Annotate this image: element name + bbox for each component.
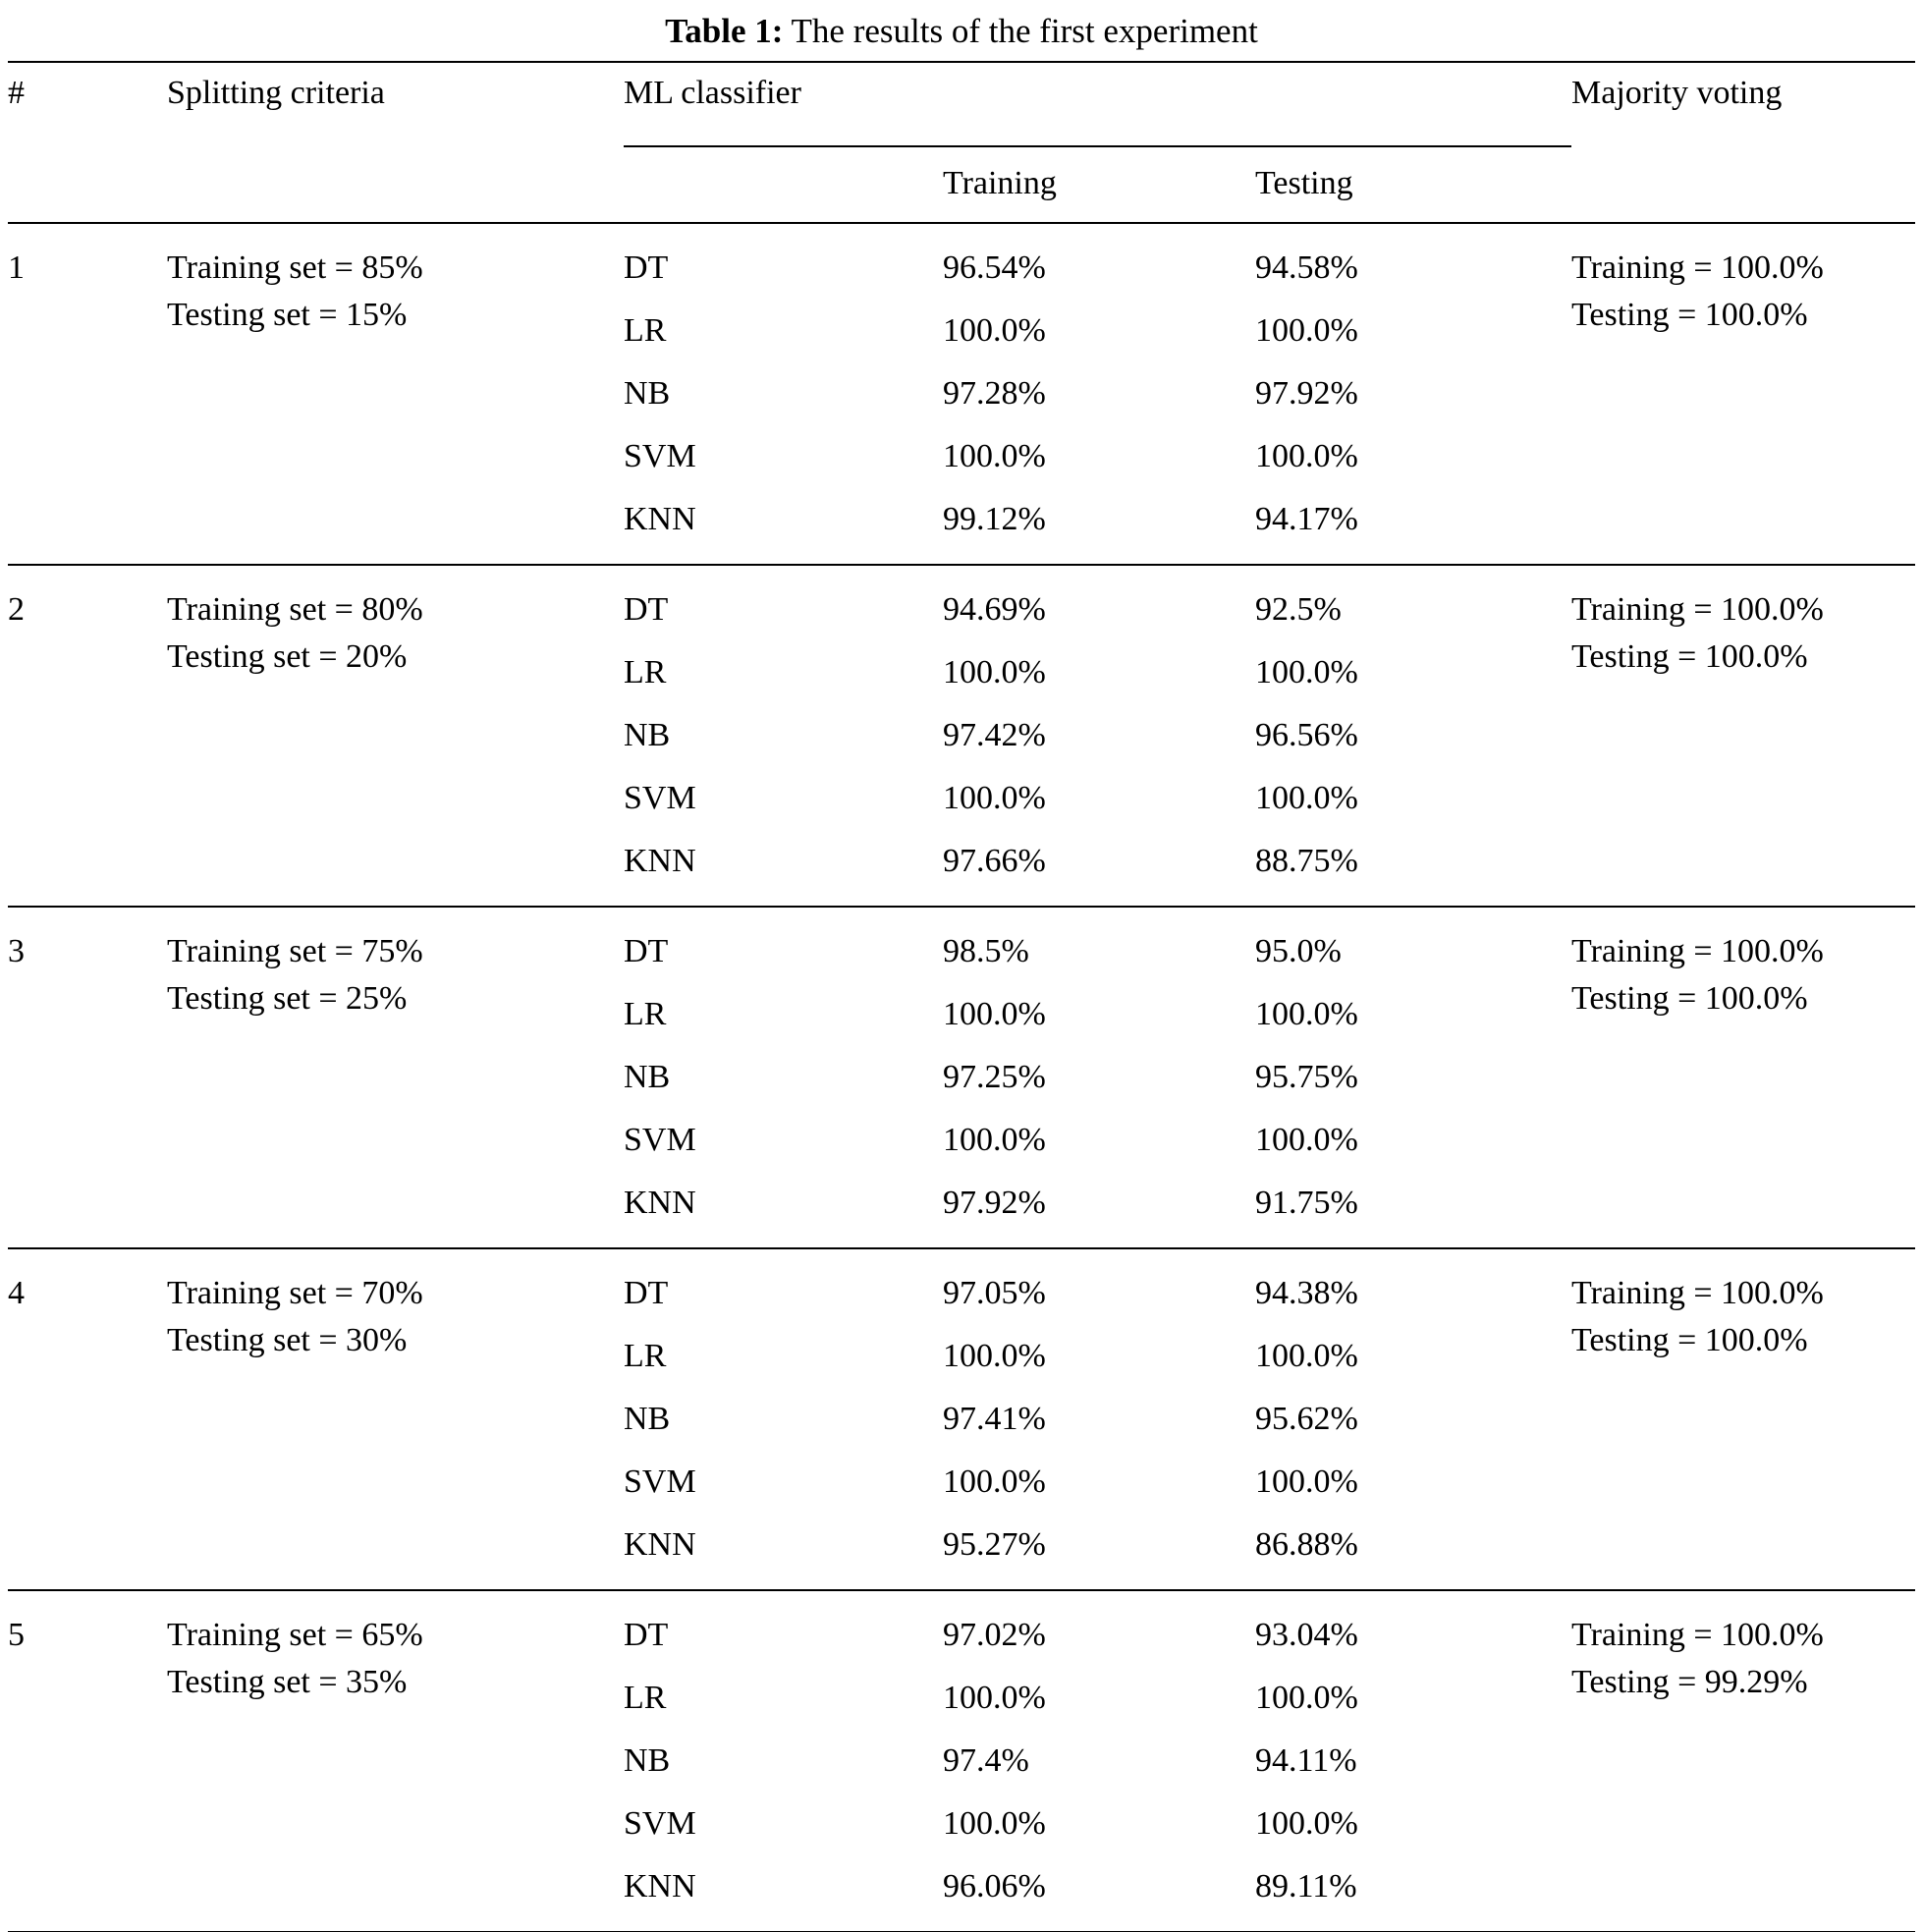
row-number: 4: [8, 1275, 25, 1311]
classifier-name: SVM: [624, 1805, 696, 1842]
training-value: 97.92%: [943, 1185, 1046, 1221]
header-spacer: [8, 165, 167, 202]
col-header-testing: Testing: [1255, 165, 1353, 201]
testing-value: 100.0%: [1255, 780, 1358, 816]
table-header-row-sub: [8, 147, 1915, 222]
majority-testing-line: Testing = 100.0%: [1571, 980, 1808, 1017]
row-number: 2: [8, 591, 25, 628]
table-caption: [8, 0, 1915, 61]
training-value: 94.69%: [943, 591, 1046, 628]
testing-value: 100.0%: [1255, 438, 1358, 474]
classifier-name-column: [624, 237, 943, 551]
splitting-criteria-cell: [167, 579, 624, 893]
testing-value: 94.38%: [1255, 1275, 1358, 1311]
training-value: 99.12%: [943, 501, 1046, 537]
row-number: 1: [8, 249, 25, 286]
training-value: 97.02%: [943, 1617, 1046, 1653]
splitting-criteria-cell: [167, 920, 624, 1235]
majority-voting-cell: [1571, 1262, 1915, 1576]
training-value: 100.0%: [943, 1680, 1046, 1716]
classifier-name: NB: [624, 1401, 671, 1437]
testing-set-line: Testing set = 15%: [167, 297, 408, 333]
classifier-name: SVM: [624, 1122, 696, 1158]
training-value: 96.54%: [943, 249, 1046, 286]
testing-value: 100.0%: [1255, 1338, 1358, 1374]
classifier-name: NB: [624, 1742, 671, 1779]
classifier-name-column: [624, 920, 943, 1235]
majority-voting-cell: [1571, 920, 1915, 1235]
splitting-criteria-cell: [167, 237, 624, 551]
ml-classifier-label: ML classifier: [624, 75, 801, 111]
table-caption-label: Table 1:: [665, 12, 784, 50]
classifier-name: KNN: [624, 501, 696, 537]
classifier-name: SVM: [624, 438, 696, 474]
majority-training-line: Training = 100.0%: [1571, 591, 1824, 628]
testing-set-line: Testing set = 30%: [167, 1322, 408, 1358]
training-value: 100.0%: [943, 1805, 1046, 1842]
header-spacer: [167, 165, 624, 202]
row-number: 5: [8, 1617, 25, 1653]
testing-value-column: [1255, 237, 1571, 551]
testing-value: 100.0%: [1255, 996, 1358, 1032]
majority-training-line: Training = 100.0%: [1571, 1275, 1824, 1311]
classifier-name: KNN: [624, 1868, 696, 1904]
header-spacer: [624, 165, 943, 202]
training-value-column: [943, 237, 1255, 551]
row-number: 3: [8, 933, 25, 969]
majority-testing-line: Testing = 100.0%: [1571, 1322, 1808, 1358]
testing-value-column: [1255, 1604, 1571, 1918]
training-value: 100.0%: [943, 780, 1046, 816]
testing-value: 100.0%: [1255, 1122, 1358, 1158]
testing-value: 100.0%: [1255, 312, 1358, 349]
table-row-group: [8, 1589, 1915, 1931]
training-value: 100.0%: [943, 312, 1046, 349]
testing-value-column: [1255, 1262, 1571, 1576]
splitting-criteria-cell: [167, 1604, 624, 1918]
classifier-name: KNN: [624, 1185, 696, 1221]
training-value: 97.05%: [943, 1275, 1046, 1311]
majority-voting-cell: [1571, 1604, 1915, 1918]
training-value: 100.0%: [943, 438, 1046, 474]
training-value-column: [943, 1604, 1255, 1918]
splitting-criteria-cell: [167, 1262, 624, 1576]
training-value-column: [943, 920, 1255, 1235]
table-row-group: [8, 1247, 1915, 1589]
header-spacer: [1571, 165, 1915, 202]
testing-value: 89.11%: [1255, 1868, 1357, 1904]
testing-value: 86.88%: [1255, 1526, 1358, 1563]
table-row-group: [8, 564, 1915, 906]
classifier-name: NB: [624, 1059, 671, 1095]
classifier-name-column: [624, 579, 943, 893]
classifier-name: DT: [624, 249, 669, 286]
testing-set-line: Testing set = 35%: [167, 1664, 408, 1700]
classifier-name: LR: [624, 312, 667, 349]
testing-value: 96.56%: [1255, 717, 1358, 753]
classifier-name: LR: [624, 1680, 667, 1716]
classifier-name: SVM: [624, 780, 696, 816]
majority-training-line: Training = 100.0%: [1571, 933, 1824, 969]
testing-set-line: Testing set = 20%: [167, 638, 408, 675]
classifier-name: LR: [624, 996, 667, 1032]
col-header-majority-voting: Majority voting: [1571, 75, 1783, 111]
majority-training-line: Training = 100.0%: [1571, 1617, 1824, 1653]
table-row-group: [8, 906, 1915, 1247]
testing-value: 100.0%: [1255, 654, 1358, 690]
training-value: 100.0%: [943, 654, 1046, 690]
training-value: 100.0%: [943, 1338, 1046, 1374]
classifier-name: DT: [624, 1617, 669, 1653]
testing-value: 95.0%: [1255, 933, 1342, 969]
classifier-name: LR: [624, 1338, 667, 1374]
testing-value: 93.04%: [1255, 1617, 1358, 1653]
majority-training-line: Training = 100.0%: [1571, 249, 1824, 286]
training-set-line: Training set = 65%: [167, 1617, 423, 1653]
table-body: [8, 224, 1915, 1931]
training-value: 98.5%: [943, 933, 1029, 969]
col-header-splitting-criteria: Splitting criteria: [167, 75, 385, 111]
col-header-number: #: [8, 75, 25, 111]
classifier-name-column: [624, 1262, 943, 1576]
training-set-line: Training set = 70%: [167, 1275, 423, 1311]
testing-value: 94.11%: [1255, 1742, 1357, 1779]
classifier-name: SVM: [624, 1463, 696, 1500]
table-row-group: [8, 224, 1915, 564]
training-value: 97.41%: [943, 1401, 1046, 1437]
testing-value: 88.75%: [1255, 843, 1358, 879]
testing-value: 92.5%: [1255, 591, 1342, 628]
testing-value: 100.0%: [1255, 1680, 1358, 1716]
classifier-name-column: [624, 1604, 943, 1918]
training-set-line: Training set = 80%: [167, 591, 423, 628]
training-value: 97.25%: [943, 1059, 1046, 1095]
majority-testing-line: Testing = 100.0%: [1571, 638, 1808, 675]
training-value-column: [943, 579, 1255, 893]
training-value: 97.28%: [943, 375, 1046, 412]
testing-value-column: [1255, 920, 1571, 1235]
training-value: 95.27%: [943, 1526, 1046, 1563]
testing-value: 95.75%: [1255, 1059, 1358, 1095]
classifier-name: NB: [624, 717, 671, 753]
training-value: 100.0%: [943, 1122, 1046, 1158]
col-header-ml-classifier: [624, 75, 1571, 147]
classifier-name: DT: [624, 591, 669, 628]
training-value-column: [943, 1262, 1255, 1576]
testing-value: 100.0%: [1255, 1463, 1358, 1500]
results-table: [8, 61, 1915, 1932]
testing-value: 97.92%: [1255, 375, 1358, 412]
majority-voting-cell: [1571, 237, 1915, 551]
classifier-name: DT: [624, 933, 669, 969]
training-value: 97.4%: [943, 1742, 1029, 1779]
testing-value-column: [1255, 579, 1571, 893]
training-value: 100.0%: [943, 996, 1046, 1032]
majority-testing-line: Testing = 100.0%: [1571, 297, 1808, 333]
training-set-line: Training set = 85%: [167, 249, 423, 286]
table-header: [8, 63, 1915, 224]
testing-value: 95.62%: [1255, 1401, 1358, 1437]
classifier-name: DT: [624, 1275, 669, 1311]
training-set-line: Training set = 75%: [167, 933, 423, 969]
majority-voting-cell: [1571, 579, 1915, 893]
testing-set-line: Testing set = 25%: [167, 980, 408, 1017]
testing-value: 94.17%: [1255, 501, 1358, 537]
training-value: 97.66%: [943, 843, 1046, 879]
classifier-name: LR: [624, 654, 667, 690]
table-caption-text: The results of the first experiment: [791, 12, 1258, 50]
majority-testing-line: Testing = 99.29%: [1571, 1664, 1808, 1700]
training-value: 96.06%: [943, 1868, 1046, 1904]
training-value: 100.0%: [943, 1463, 1046, 1500]
col-header-training: Training: [943, 165, 1057, 201]
testing-value: 91.75%: [1255, 1185, 1358, 1221]
classifier-name: KNN: [624, 843, 696, 879]
testing-value: 94.58%: [1255, 249, 1358, 286]
testing-value: 100.0%: [1255, 1805, 1358, 1842]
classifier-name: NB: [624, 375, 671, 412]
table-header-row-main: [8, 63, 1915, 147]
classifier-name: KNN: [624, 1526, 696, 1563]
training-value: 97.42%: [943, 717, 1046, 753]
